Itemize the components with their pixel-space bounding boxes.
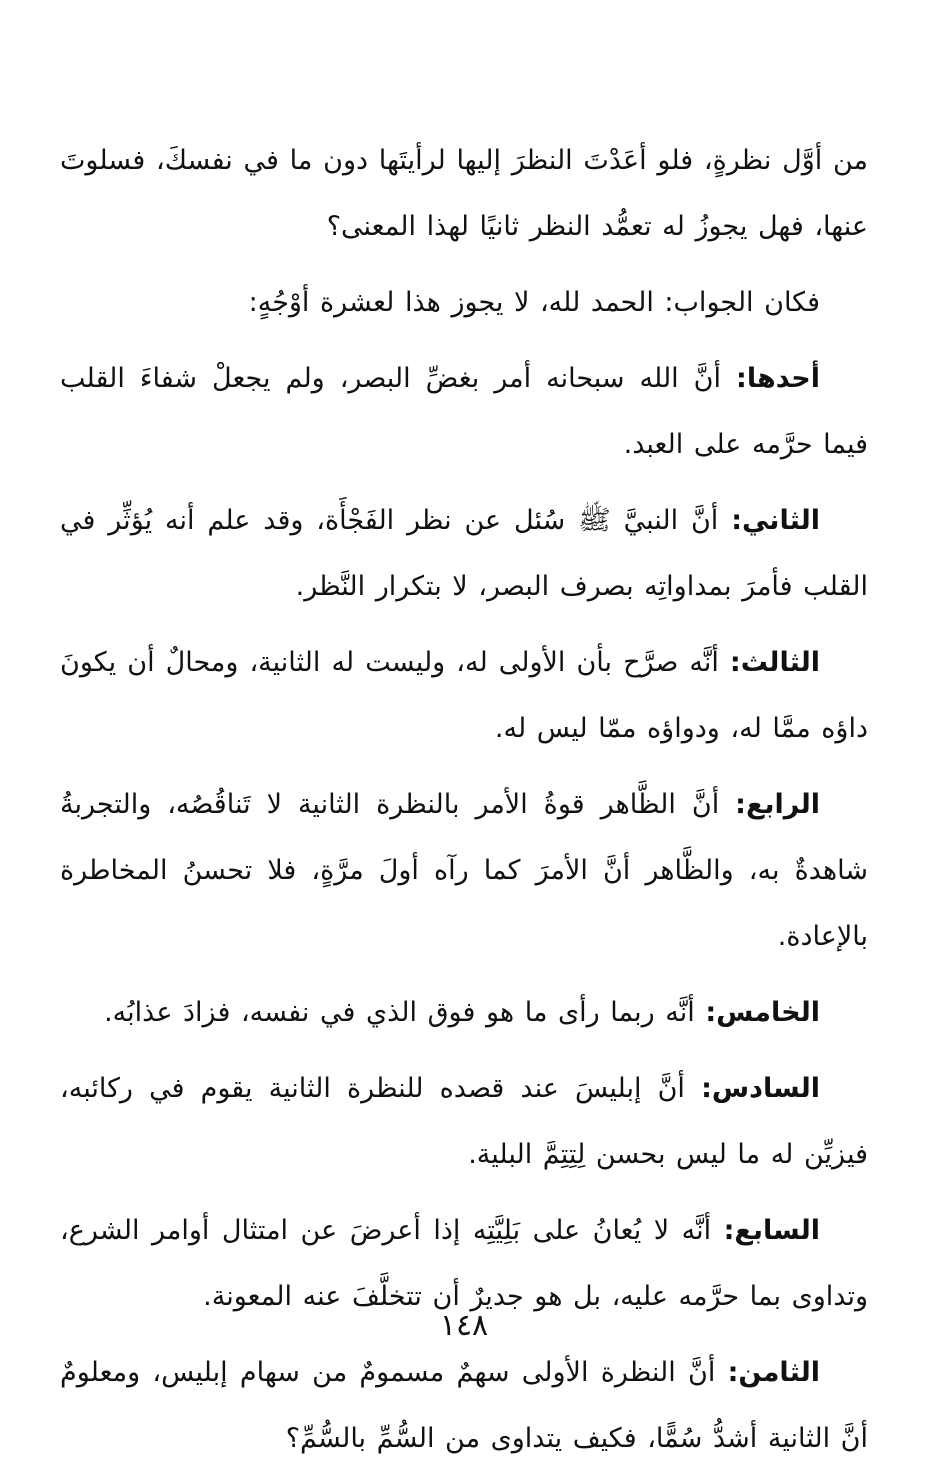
point-label-1: أحدها:	[736, 363, 820, 394]
point-paragraph-1	[60, 346, 868, 478]
point-paragraph-8	[60, 1340, 868, 1472]
point-label-7: السابع:	[723, 1215, 820, 1246]
answer-paragraph: فكان الجواب: الحمد لله، لا يجوز هذا لعشرة أوْجُهٍ:	[248, 287, 820, 318]
point-label-2: الثاني:	[731, 505, 820, 536]
point-label-8: الثامن:	[727, 1357, 820, 1388]
point-text-6: أنَّ إبليسَ عند قصده للنظرة الثانية يقوم في ركائبه، فيزيِّن له ما ليس بحسن لِتِتِمَّ البلية.	[60, 1073, 868, 1170]
point-paragraph-3	[60, 630, 868, 762]
point-paragraph-4	[60, 772, 868, 970]
point-label-4: الرابع:	[735, 789, 820, 820]
point-text-5: أنَّه ربما رأى ما هو فوق الذي في نفسه، فزادَ عذابُه.	[104, 997, 706, 1028]
page-number: ١٤٨	[439, 1308, 489, 1343]
point-label-5: الخامس:	[705, 997, 820, 1028]
page-body	[60, 128, 868, 1482]
point-text-7: أنَّه لا يُعانُ على بَلِيَّتِه إذا أعرضَ عن امتثال أوامر الشرع، وتداوى بما حرَّمه عليه، بل هو جديرٌ أن تتخلَّفَ عنه المعونة.	[60, 1215, 868, 1312]
point-text-8: أنَّ النظرة الأولى سهمٌ مسمومٌ من سهام إبليس، ومعلومٌ أنَّ الثانية أشدُّ سُمًّا، فكيف يتداوى من السُّمِّ بالسُّمِّ؟	[60, 1357, 868, 1454]
point-text-4: أنَّ الظَّاهر قوةُ الأمر بالنظرة الثانية لا تَناقُصُه، والتجربةُ شاهدةٌ به، والظَّاهر أنَّ الأمرَ كما رآه أولَ مرَّةٍ، فلا تحسنُ المخاطرة بالإعادة.	[60, 789, 868, 952]
point-text-1: أنَّ الله سبحانه أمر بغضِّ البصر، ولم يجعلْ شفاءَ القلب فيما حرَّمه على العبد.	[60, 363, 868, 460]
point-paragraph-5	[60, 980, 868, 1046]
point-label-3: الثالث:	[729, 647, 820, 678]
point-paragraph-2	[60, 488, 868, 620]
point-text-3: أنَّه صرَّح بأن الأولى له، وليست له الثانية، ومحالٌ أن يكونَ داؤه ممَّا له، ودواؤه ممّا ليس له.	[60, 647, 868, 744]
point-label-6: السادس:	[701, 1073, 820, 1104]
point-paragraph-6	[60, 1056, 868, 1188]
point-text-2: أنَّ النبيَّ ﷺ سُئل عن نظر الفَجْأَة، وقد علم أنه يُؤثِّر في القلب فأمرَ بمداواتِه بصرف البصر، لا بتكرار النَّظر.	[60, 505, 868, 602]
intro-paragraph: من أوَّل نظرةٍ، فلو أعَدْتَ النظرَ إليها لرأيتَها دون ما في نفسكَ، فسلوتَ عنها، فهل يجوزُ له تعمُّد النظر ثانيًا لهذا المعنى؟	[60, 145, 868, 242]
